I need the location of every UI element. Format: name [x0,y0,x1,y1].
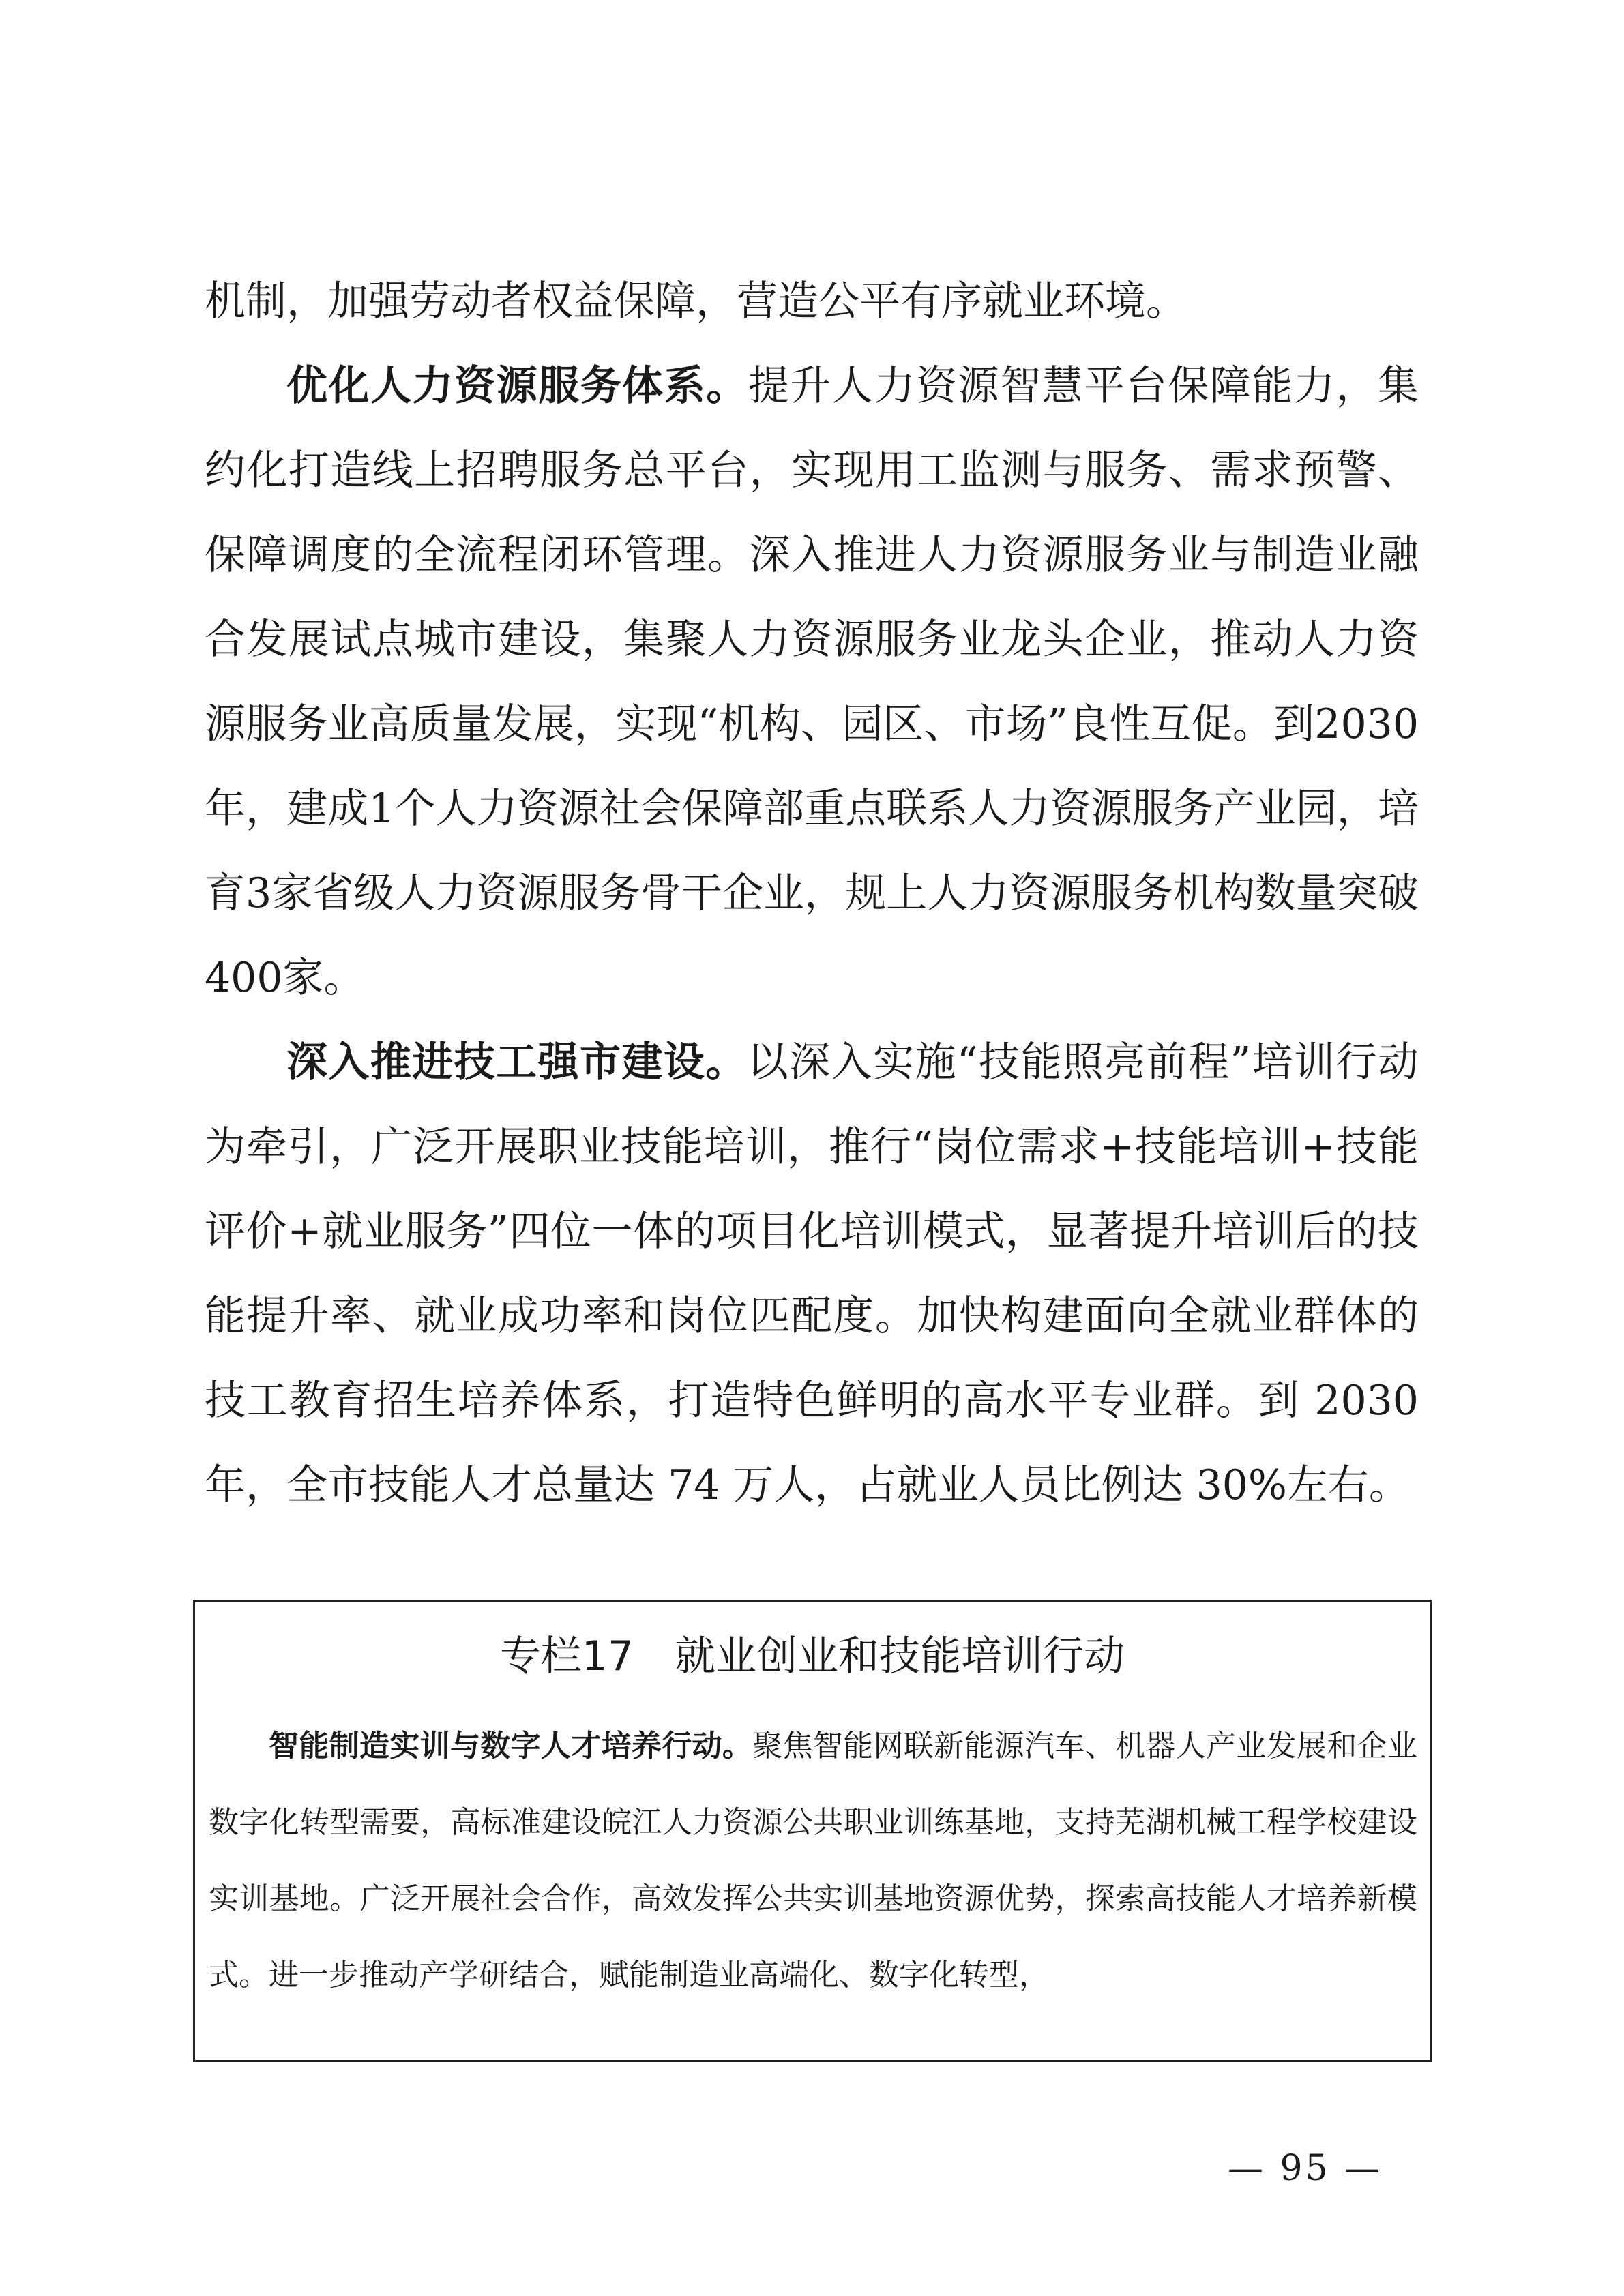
column-box [193,1600,1432,2062]
paragraph-skilled-workers [205,1020,1419,1527]
paragraph-continuation [205,259,1419,344]
column-title [195,1629,1430,1684]
paragraph-text: 以深入实施“技能照亮前程”培训行动为牵引，广泛开展职业技能培训，推行“岗位需求+技能培训+技能评价+就业服务”四位一体的项目化培训模式，显著提升培训后的技能提升率、就业成功率和岗位匹配度。加快构建面向全就业群体的技工教育招生培养体系，打造特色鲜明的高水平专业群。到 2030 年，全市技能人才总量达 74 万人，占就业人员比例达 30%左右。 [205,1039,1419,1509]
column-heading: 就业创业和技能培训行动 [675,1632,1125,1680]
paragraph-lead: 深入推进技工强市建设。 [286,1039,748,1086]
column-lead: 智能制造实训与数字人才培养行动。 [269,1729,753,1763]
paragraph-text: 提升人力资源智慧平台保障能力，集约化打造线上招聘服务总平台，实现用工监测与服务、需求预警、保障调度的全流程闭环管理。深入推进人力资源服务业与制造业融合发展试点城市建设，集聚人力资源服务业龙头企业，推动人力资源服务业高质量发展，实现“机构、园区、市场”良性互促。到2030年，建成1个人力资源社会保障部重点联系人力资源服务产业园，培育3家省级人力资源服务骨干企业，规上人力资源服务机构数量突破400家。 [205,362,1419,1002]
column-text: 聚焦智能网联新能源汽车、机器人产业发展和企业数字化转型需要，高标准建设皖江人力资源公共职业训练基地，支持芜湖机械工程学校建设实训基地。广泛开展社会合作，高效发挥公共实训基地资源优势，探索高技能人才培养新模式。进一步推动产学研结合，赋能制造业高端化、数字化转型， [209,1729,1417,1993]
paragraph-hr-service [205,344,1419,1020]
column-paragraph [209,1708,1417,2014]
paragraph-lead: 优化人力资源服务体系。 [286,362,748,410]
column-label: 专栏17 [499,1632,634,1680]
body-text [205,259,1419,1527]
column-body [209,1708,1417,2014]
page-number: — 95 — [1228,2148,1383,2189]
paragraph-text: 机制，加强劳动者权益保障，营造公平有序就业环境。 [205,278,1187,325]
